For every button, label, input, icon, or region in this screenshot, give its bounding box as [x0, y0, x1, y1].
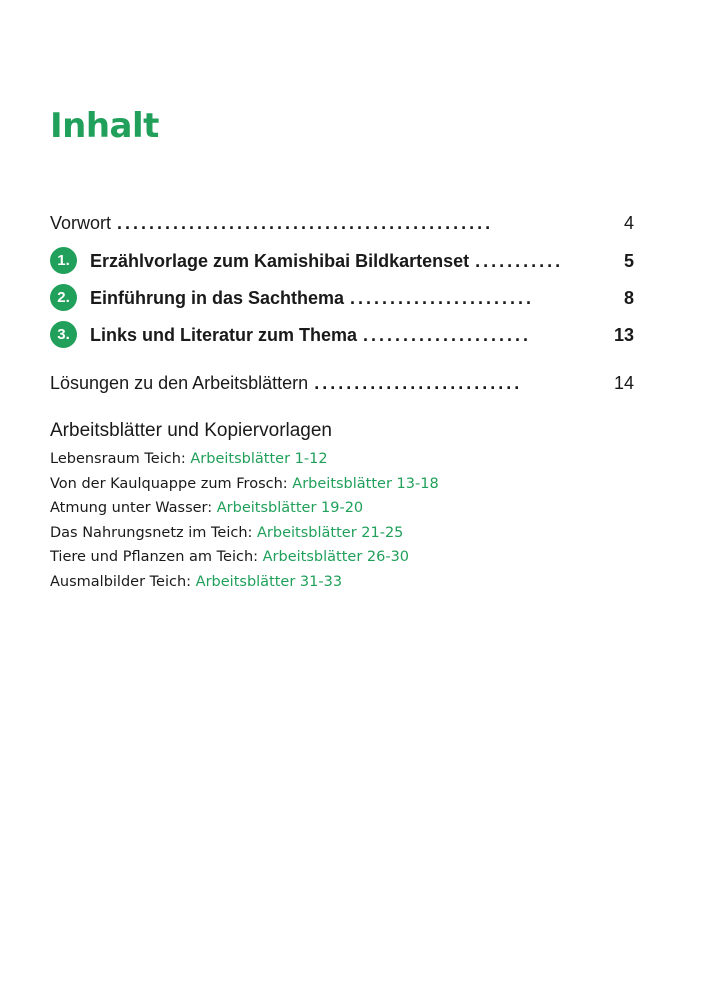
chapter-number-badge: 1.: [50, 247, 77, 274]
toc-entry-chapter-2[interactable]: [50, 281, 634, 309]
toc-leader-dots: .......................: [350, 288, 535, 308]
toc-page-number: 5: [623, 251, 634, 271]
worksheet-link[interactable]: Arbeitsblätter 13-18: [292, 475, 439, 492]
worksheet-topic: Tiere und Pflanzen am Teich:: [50, 549, 259, 566]
worksheet-link[interactable]: Arbeitsblätter 31-33: [195, 573, 343, 590]
toc-page-number: 14: [613, 373, 634, 393]
worksheet-topic: Atmung unter Wasser:: [50, 500, 213, 517]
worksheets-heading: Arbeitsblätter und Kopiervorlagen: [50, 420, 333, 441]
page-title: Inhalt: [50, 106, 159, 146]
toc-page-number: 13: [613, 325, 634, 345]
list-item: [50, 496, 439, 521]
list-item: [50, 545, 439, 570]
toc-leader-dots: ..........................: [314, 373, 523, 393]
toc-entry-chapter-3[interactable]: [50, 318, 634, 346]
toc-page-number: 4: [623, 213, 634, 233]
toc-page-number: 8: [623, 288, 634, 308]
toc-entry-chapter-1[interactable]: [50, 244, 634, 272]
list-item: [50, 521, 439, 546]
toc-leader-dots: ...............................................: [117, 213, 494, 233]
toc-label: Links und Literatur zum Thema: [90, 325, 358, 345]
chapter-number-badge: 3.: [50, 321, 77, 348]
worksheets-list: [50, 447, 439, 595]
toc-entry-vorwort[interactable]: [50, 206, 634, 234]
worksheet-topic: Von der Kaulquappe zum Frosch:: [50, 475, 288, 492]
toc-entry-loesungen[interactable]: [50, 366, 634, 394]
worksheet-topic: Ausmalbilder Teich:: [50, 573, 192, 590]
worksheet-topic: Das Nahrungsnetz im Teich:: [50, 524, 253, 541]
worksheet-link[interactable]: Arbeitsblätter 1-12: [190, 451, 328, 467]
list-item: [50, 570, 439, 595]
worksheet-link[interactable]: Arbeitsblätter 21-25: [257, 524, 404, 541]
toc-label: Einführung in das Sachthema: [90, 288, 345, 308]
chapter-number-badge: 2.: [50, 284, 77, 311]
list-item: [50, 472, 439, 497]
worksheet-link[interactable]: Arbeitsblätter 26-30: [262, 549, 410, 566]
toc-label: Lösungen zu den Arbeitsblättern: [50, 373, 309, 393]
worksheet-link[interactable]: Arbeitsblätter 19-20: [216, 500, 364, 517]
toc-label: Erzählvorlage zum Kamishibai Bildkartenset: [90, 251, 470, 271]
toc-label: Vorwort: [50, 213, 112, 233]
toc-leader-dots: ...........: [475, 251, 564, 271]
toc-leader-dots: .....................: [363, 325, 532, 345]
worksheet-topic: Lebensraum Teich:: [50, 451, 186, 467]
list-item: [50, 447, 439, 472]
